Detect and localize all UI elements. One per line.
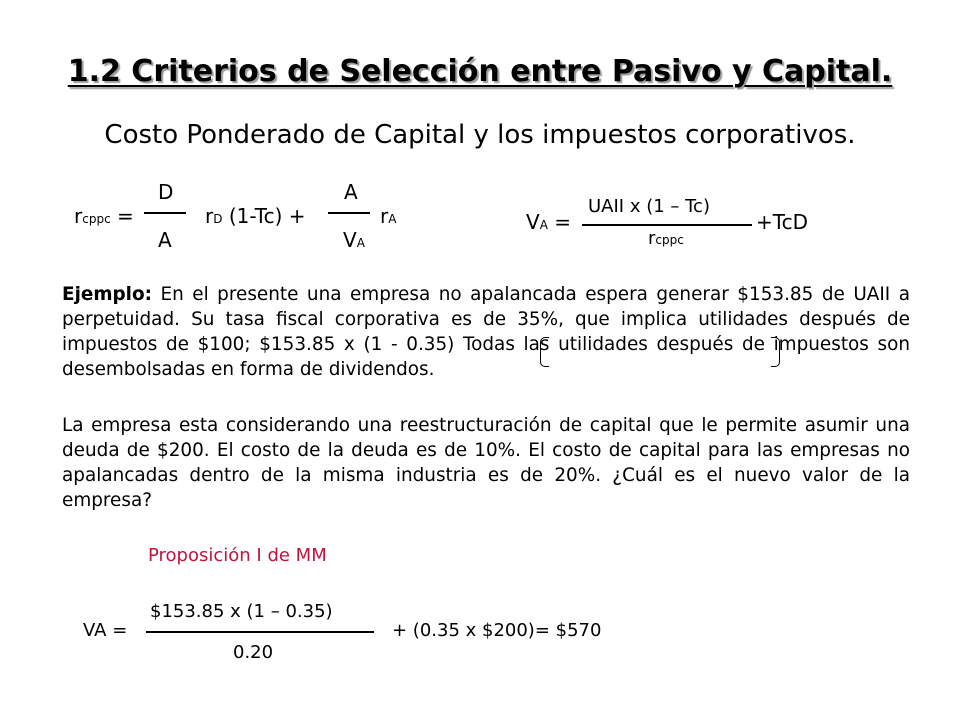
slide-subtitle: Costo Ponderado de Capital y los impuestos corporativos. <box>104 120 856 150</box>
example-paragraph <box>62 282 910 382</box>
result-numerator: $153.85 x (1 – 0.35) <box>150 601 333 622</box>
ra-term <box>380 204 396 228</box>
frac2-line <box>328 212 370 214</box>
cppc-middle <box>205 204 305 228</box>
rd-r: r <box>205 204 214 228</box>
va-v: V <box>526 210 540 234</box>
example-text-2: Todas las utilidades después de impuestos son desembolsadas en forma de dividendos. <box>62 334 911 380</box>
va-den-subscript: cppc <box>655 233 684 247</box>
frac2-numerator: A <box>344 180 358 204</box>
slide-title: 1.2 Criterios de Selección entre Pasivo y Capital. <box>67 54 893 89</box>
frac1-numerator: D <box>158 180 174 204</box>
cppc-equals: = <box>117 204 134 228</box>
ra-r: r <box>380 204 389 228</box>
problem-paragraph: La empresa esta considerando una reestructuración de capital que le permite asumir una deuda de $200. El costo de la deuda es de 10%. El costo de capital para las empresas no apalancadas dentro de la misma industria es de 20%. ¿Cuál es el nuevo valor de la empresa? <box>62 415 910 511</box>
va-numerator: UAII x (1 – Tc) <box>588 196 710 217</box>
result-tail: + (0.35 x $200)= $570 <box>392 620 602 641</box>
frac2-subscript: A <box>356 236 365 250</box>
frac1-denominator: A <box>158 228 172 252</box>
rd-subscript: D <box>213 212 223 226</box>
frac1-line <box>144 212 186 214</box>
cppc-lhs <box>74 204 134 228</box>
va-denominator <box>648 228 684 249</box>
va-lhs <box>526 210 571 234</box>
proposition-label: Proposición I de MM <box>148 545 327 566</box>
result-fraction-line <box>146 631 374 633</box>
cppc-subscript: cppc <box>82 212 111 226</box>
frac2-denominator <box>343 228 365 252</box>
va-fraction-line <box>582 224 752 226</box>
cppc-r: r <box>74 204 83 228</box>
va-tail: +TcD <box>756 210 808 234</box>
right-bracket <box>771 337 780 367</box>
rd-middle-text: (1-Tc) + <box>228 204 306 228</box>
result-lhs: VA = <box>83 620 128 641</box>
va-subscript: A <box>539 218 548 232</box>
example-label: Ejemplo: <box>62 284 152 305</box>
example-text-1: En el presente una empresa no apalancada espera generar $153.85 de UAII a perpetuidad. Su tasa fiscal corporativa es de 35%, que implica utilidades después de impuestos de $100; <box>62 284 910 355</box>
example-bracket-text: $153.85 x (1 - 0.35) <box>259 334 455 355</box>
left-bracket <box>540 337 549 367</box>
result-denominator: 0.20 <box>233 642 274 663</box>
va-equals: = <box>554 210 572 234</box>
va-den-r: r <box>648 228 656 249</box>
ra-subscript: A <box>388 212 397 226</box>
frac2-v: V <box>343 228 357 252</box>
